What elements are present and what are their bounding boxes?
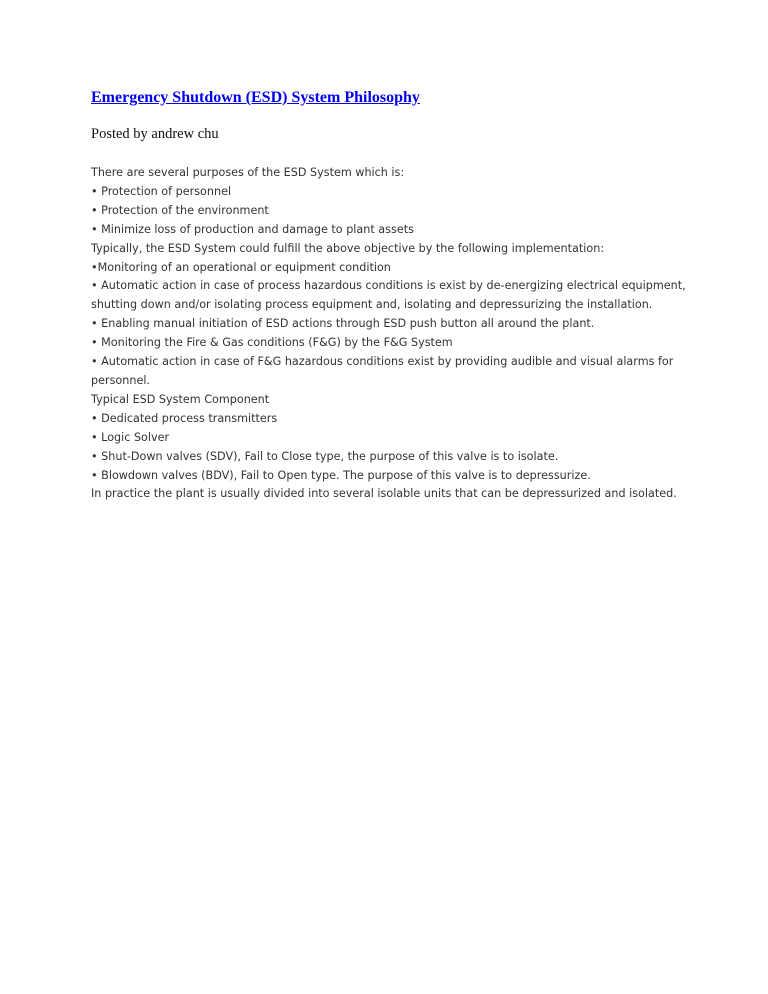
bullet-line: • Protection of personnel: [91, 184, 232, 198]
bullet-line: • Blowdown valves (BDV), Fail to Open type. The purpose of this valve is to depressurize.: [91, 468, 591, 482]
intro-line: There are several purposes of the ESD System which is:: [91, 166, 405, 179]
bullet-line: • Shut-Down valves (SDV), Fail to Close type, the purpose of this valve is to isolate.: [91, 449, 559, 463]
article-title-link[interactable]: Emergency Shutdown (ESD) System Philosophy: [91, 89, 420, 106]
bullet-line: • Minimize loss of production and damage to plant assets: [91, 222, 414, 236]
closing-line: In practice the plant is usually divided into several isolable units that can be depressurized and isolated.: [91, 487, 677, 501]
bullet-line: •Monitoring of an operational or equipment condition: [91, 260, 391, 274]
bullet-line: • Dedicated process transmitters: [91, 411, 278, 425]
article-byline: Posted by andrew chu: [91, 126, 219, 142]
bullet-line: • Protection of the environment: [91, 203, 269, 217]
bullet-line: • Automatic action in case of F&G hazardous conditions exist by providing audible and visual alarms for personnel.: [91, 355, 674, 387]
bullet-line: • Automatic action in case of process hazardous conditions is exist by de-energizing electrical equipment, shutting down and/or isolating process equipment and, isolating and depressurizing the installation.: [91, 279, 686, 312]
bullet-line: • Enabling manual initiation of ESD actions through ESD push button all around the plant.: [91, 317, 595, 331]
article-body: [91, 164, 691, 504]
bullet-line: • Monitoring the Fire & Gas conditions (F&G) by the F&G System: [91, 336, 453, 350]
bullet-line: • Logic Solver: [91, 430, 170, 444]
component-heading-line: Typical ESD System Component: [91, 392, 270, 406]
implementation-intro-line: Typically, the ESD System could fulfill the above objective by the following implementation:: [91, 241, 605, 255]
